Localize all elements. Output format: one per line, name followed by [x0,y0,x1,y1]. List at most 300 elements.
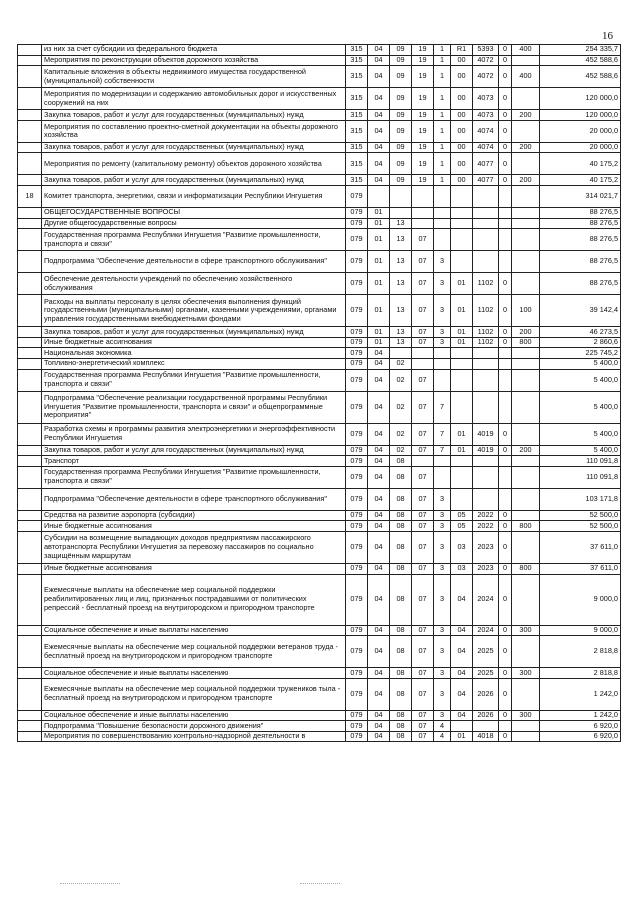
program-code: 07 [412,273,434,295]
subsection-code: 08 [390,466,412,488]
item-name: Ежемесячные выплаты на обеспечение мер социальной поддержки тружеников тыла - бесплатный проезд на внутригородском и пригородном транспорте [42,678,346,710]
amount: 5 400,0 [540,391,621,423]
program-code: 07 [412,229,434,251]
item-name: Закупка товаров, работ и услуг для государственных (муниципальных) нужд [42,445,346,456]
section-code: 04 [368,563,390,574]
subprogram-code [434,348,451,359]
subprogram-code: 3 [434,295,451,327]
subsection-code: 08 [390,531,412,563]
row-number [18,142,42,153]
ministry-code: 079 [346,423,368,445]
program-code: 07 [412,466,434,488]
program-code: 07 [412,721,434,732]
sub-direction-code [499,348,512,359]
direction-code: 4077 [473,153,499,175]
subprogram-code: 3 [434,337,451,348]
amount: 110 091,8 [540,466,621,488]
direction-code: 2024 [473,625,499,636]
table-row [18,218,621,229]
event-code: 01 [451,337,473,348]
subsection-code: 09 [390,55,412,66]
sub-direction-code: 0 [499,636,512,668]
sub-direction-code [499,369,512,391]
direction-code: 2023 [473,563,499,574]
section-code: 04 [368,66,390,88]
section-code: 04 [368,488,390,510]
sub-direction-code: 0 [499,563,512,574]
amount: 2 818,8 [540,668,621,679]
event-code: 03 [451,531,473,563]
ministry-code: 315 [346,153,368,175]
sub-direction-code: 0 [499,153,512,175]
ministry-code: 315 [346,120,368,142]
amount: 103 171,8 [540,488,621,510]
section-code: 04 [368,710,390,721]
event-code: 00 [451,120,473,142]
item-name: Социальное обеспечение и иные выплаты населению [42,710,346,721]
event-code: 04 [451,668,473,679]
ministry-code: 315 [346,110,368,121]
amount: 20 000,0 [540,142,621,153]
section-code: 04 [368,391,390,423]
event-code: 01 [451,731,473,742]
item-name: Комитет транспорта, энергетики, связи и информатизации Республики Ингушетия [42,185,346,207]
direction-code: 4077 [473,175,499,186]
subprogram-code: 1 [434,175,451,186]
amount: 9 000,0 [540,625,621,636]
ministry-code: 079 [346,521,368,532]
section-code: 04 [368,358,390,369]
event-code: R1 [451,45,473,56]
expense-type-code [512,369,540,391]
expense-type-code [512,721,540,732]
section-code: 04 [368,153,390,175]
row-number [18,55,42,66]
direction-code: 2026 [473,710,499,721]
section-code: 04 [368,668,390,679]
subprogram-code: 3 [434,678,451,710]
section-code: 01 [368,295,390,327]
program-code: 07 [412,327,434,338]
subsection-code: 08 [390,721,412,732]
program-code: 19 [412,45,434,56]
expense-type-code: 800 [512,337,540,348]
program-code [412,358,434,369]
subsection-code: 09 [390,88,412,110]
subsection-code: 08 [390,710,412,721]
event-code: 04 [451,574,473,625]
amount: 6 920,0 [540,721,621,732]
table-row [18,142,621,153]
ministry-code: 079 [346,563,368,574]
direction-code: 4074 [473,120,499,142]
ministry-code: 079 [346,625,368,636]
event-code [451,218,473,229]
item-name: Закупка товаров, работ и услуг для государственных (муниципальных) нужд [42,110,346,121]
expense-type-code [512,55,540,66]
amount: 37 611,0 [540,531,621,563]
subsection-code: 08 [390,574,412,625]
subsection-code: 09 [390,110,412,121]
section-code [368,185,390,207]
program-code [412,207,434,218]
item-name: Ежемесячные выплаты на обеспечение мер социальной поддержки ветеранов труда - бесплатный проезд на внутригородском и пригородном транспорте [42,636,346,668]
section-code: 04 [368,721,390,732]
table-row [18,120,621,142]
subprogram-code: 3 [434,488,451,510]
amount: 120 000,0 [540,88,621,110]
section-code: 04 [368,88,390,110]
sub-direction-code: 0 [499,337,512,348]
subprogram-code [434,369,451,391]
item-name: Обеспечение деятельности учреждений по обеспечению хозяйственного обслуживания [42,273,346,295]
table-row [18,574,621,625]
expense-type-code: 100 [512,295,540,327]
direction-code: 4018 [473,731,499,742]
table-row [18,731,621,742]
event-code: 01 [451,445,473,456]
row-number [18,563,42,574]
subprogram-code [434,207,451,218]
table-row [18,337,621,348]
item-name: Мероприятия по модернизации и содержанию автомобильных дорог и искусственных сооружений на них [42,88,346,110]
event-code [451,251,473,273]
direction-code [473,456,499,467]
subprogram-code: 1 [434,153,451,175]
subsection-code: 13 [390,337,412,348]
direction-code: 2026 [473,678,499,710]
direction-code [473,721,499,732]
sub-direction-code [499,466,512,488]
amount: 88 276,5 [540,273,621,295]
direction-code: 1102 [473,273,499,295]
subprogram-code: 3 [434,273,451,295]
table-row [18,668,621,679]
row-number [18,466,42,488]
sub-direction-code: 0 [499,445,512,456]
expense-type-code [512,120,540,142]
table-row [18,625,621,636]
table-row [18,207,621,218]
row-number [18,229,42,251]
program-code: 07 [412,488,434,510]
subsection-code: 13 [390,229,412,251]
item-name: Подпрограмма "Обеспечение реализации государственной программы Республики Ингушетия "Развитие промышленности, транспорта и связи" и общепрограммные мероприятия" [42,391,346,423]
subsection-code: 08 [390,625,412,636]
program-code [412,456,434,467]
item-name: Подпрограмма "Обеспечение деятельности в сфере транспортного обслуживания" [42,251,346,273]
table-row [18,185,621,207]
amount: 5 400,0 [540,445,621,456]
subprogram-code [434,229,451,251]
direction-code: 4073 [473,110,499,121]
item-name: Закупка товаров, работ и услуг для государственных (муниципальных) нужд [42,175,346,186]
sub-direction-code: 0 [499,531,512,563]
program-code: 07 [412,295,434,327]
amount: 46 273,5 [540,327,621,338]
expense-type-code [512,207,540,218]
amount: 5 400,0 [540,423,621,445]
section-code: 01 [368,207,390,218]
event-code: 03 [451,563,473,574]
subsection-code [390,185,412,207]
subprogram-code: 1 [434,55,451,66]
subsection-code: 09 [390,142,412,153]
item-name: Иные бюджетные ассигнования [42,521,346,532]
sub-direction-code: 0 [499,142,512,153]
row-number [18,456,42,467]
expense-type-code [512,88,540,110]
program-code: 19 [412,175,434,186]
amount: 5 400,0 [540,358,621,369]
ministry-code: 079 [346,510,368,521]
direction-code: 4072 [473,55,499,66]
section-code: 04 [368,731,390,742]
row-number [18,731,42,742]
amount: 52 500,0 [540,521,621,532]
row-number [18,295,42,327]
program-code [412,185,434,207]
ministry-code: 079 [346,295,368,327]
subprogram-code: 1 [434,45,451,56]
event-code: 01 [451,423,473,445]
table-row [18,445,621,456]
expense-type-code: 200 [512,327,540,338]
ministry-code: 079 [346,207,368,218]
amount: 2 860,6 [540,337,621,348]
expense-type-code: 800 [512,563,540,574]
program-code: 07 [412,445,434,456]
sub-direction-code [499,721,512,732]
table-row [18,175,621,186]
event-code [451,466,473,488]
expense-type-code: 300 [512,625,540,636]
event-code: 00 [451,88,473,110]
sub-direction-code: 0 [499,175,512,186]
expense-type-code [512,348,540,359]
table-row [18,466,621,488]
subprogram-code: 3 [434,668,451,679]
program-code: 07 [412,337,434,348]
sub-direction-code: 0 [499,423,512,445]
sub-direction-code: 0 [499,66,512,88]
subprogram-code: 1 [434,142,451,153]
sub-direction-code: 0 [499,327,512,338]
section-code: 04 [368,625,390,636]
program-code: 07 [412,369,434,391]
row-number [18,88,42,110]
section-code: 04 [368,369,390,391]
expense-type-code [512,391,540,423]
bottom-mark [300,883,340,884]
subsection-code: 08 [390,521,412,532]
row-number [18,251,42,273]
item-name: Другие общегосударственные вопросы [42,218,346,229]
item-name: Мероприятия по реконструкции объектов дорожного хозяйства [42,55,346,66]
table-row [18,348,621,359]
ministry-code: 315 [346,142,368,153]
direction-code [473,229,499,251]
event-code: 00 [451,110,473,121]
row-number [18,45,42,56]
page-number: 16 [602,30,613,42]
ministry-code: 079 [346,636,368,668]
expense-type-code [512,456,540,467]
program-code: 19 [412,153,434,175]
subprogram-code: 4 [434,731,451,742]
event-code: 00 [451,66,473,88]
amount: 39 142,4 [540,295,621,327]
item-name: Субсидии на возмещение выпадающих доходов предприятиям пассажирского автотранспорта Республики Ингушетия за перевозку пассажиров по социально защищённым маршрутам [42,531,346,563]
ministry-code: 079 [346,369,368,391]
item-name: Подпрограмма "Повышение безопасности дорожного движения" [42,721,346,732]
direction-code: 4019 [473,423,499,445]
direction-code: 5393 [473,45,499,56]
event-code: 01 [451,295,473,327]
amount: 314 021,7 [540,185,621,207]
expense-type-code [512,273,540,295]
section-code: 04 [368,531,390,563]
expense-type-code: 400 [512,45,540,56]
table-row [18,369,621,391]
ministry-code: 079 [346,574,368,625]
table-row [18,358,621,369]
subprogram-code: 7 [434,423,451,445]
event-code [451,369,473,391]
amount: 1 242,0 [540,710,621,721]
program-code [412,348,434,359]
sub-direction-code [499,185,512,207]
subsection-code: 02 [390,445,412,456]
program-code: 07 [412,510,434,521]
ministry-code: 079 [346,348,368,359]
ministry-code: 079 [346,445,368,456]
subprogram-code: 3 [434,510,451,521]
program-code: 07 [412,710,434,721]
subsection-code: 09 [390,45,412,56]
table-row [18,229,621,251]
table-row [18,273,621,295]
subprogram-code: 3 [434,563,451,574]
sub-direction-code [499,251,512,273]
program-code: 19 [412,55,434,66]
event-code: 00 [451,142,473,153]
section-code: 04 [368,142,390,153]
table-row [18,531,621,563]
subprogram-code: 3 [434,574,451,625]
event-code [451,358,473,369]
subsection-code: 02 [390,369,412,391]
ministry-code: 079 [346,466,368,488]
item-name: Мероприятия по составлению проектно-сметной документации на объекты дорожного хозяйства [42,120,346,142]
direction-code: 1102 [473,337,499,348]
row-number [18,721,42,732]
event-code [451,456,473,467]
subprogram-code: 3 [434,710,451,721]
direction-code [473,348,499,359]
program-code: 07 [412,668,434,679]
row-number [18,120,42,142]
table-row [18,251,621,273]
item-name: Закупка товаров, работ и услуг для государственных (муниципальных) нужд [42,327,346,338]
subsection-code: 13 [390,273,412,295]
direction-code: 1102 [473,295,499,327]
sub-direction-code [499,488,512,510]
sub-direction-code: 0 [499,731,512,742]
direction-code [473,251,499,273]
item-name: Иные бюджетные ассигнования [42,337,346,348]
subprogram-code [434,218,451,229]
row-number [18,175,42,186]
program-code: 07 [412,531,434,563]
program-code: 07 [412,625,434,636]
section-code: 04 [368,55,390,66]
amount: 6 920,0 [540,731,621,742]
subsection-code: 08 [390,668,412,679]
expense-type-code [512,574,540,625]
expense-type-code [512,358,540,369]
sub-direction-code: 0 [499,510,512,521]
subsection-code [390,348,412,359]
row-number [18,574,42,625]
event-code: 04 [451,636,473,668]
item-name: Средства на развитие аэропорта (субсидии) [42,510,346,521]
amount: 2 818,8 [540,636,621,668]
row-number [18,207,42,218]
table-row [18,423,621,445]
section-code: 04 [368,120,390,142]
sub-direction-code: 0 [499,625,512,636]
row-number [18,327,42,338]
table-row [18,153,621,175]
row-number [18,391,42,423]
subsection-code: 02 [390,423,412,445]
subprogram-code [434,466,451,488]
amount: 88 276,5 [540,229,621,251]
expense-type-code: 200 [512,445,540,456]
item-name: Государственная программа Республики Ингушетия "Развитие промышленности, транспорта и связи" [42,466,346,488]
table-row [18,488,621,510]
ministry-code: 079 [346,327,368,338]
subsection-code: 09 [390,153,412,175]
table-row [18,678,621,710]
amount: 452 588,6 [540,55,621,66]
direction-code: 4074 [473,142,499,153]
amount: 88 276,5 [540,251,621,273]
section-code: 04 [368,456,390,467]
table-row [18,327,621,338]
subsection-code: 08 [390,456,412,467]
direction-code: 4073 [473,88,499,110]
row-number [18,625,42,636]
table-row [18,636,621,668]
subprogram-code: 3 [434,521,451,532]
item-name: Государственная программа Республики Ингушетия "Развитие промышленности, транспорта и связи" [42,229,346,251]
row-number [18,110,42,121]
subprogram-code: 7 [434,445,451,456]
sub-direction-code [499,218,512,229]
event-code [451,185,473,207]
sub-direction-code: 0 [499,295,512,327]
expense-type-code [512,218,540,229]
event-code [451,391,473,423]
sub-direction-code [499,358,512,369]
section-code: 04 [368,45,390,56]
ministry-code: 079 [346,391,368,423]
table-row [18,45,621,56]
program-code: 07 [412,423,434,445]
expense-type-code [512,488,540,510]
